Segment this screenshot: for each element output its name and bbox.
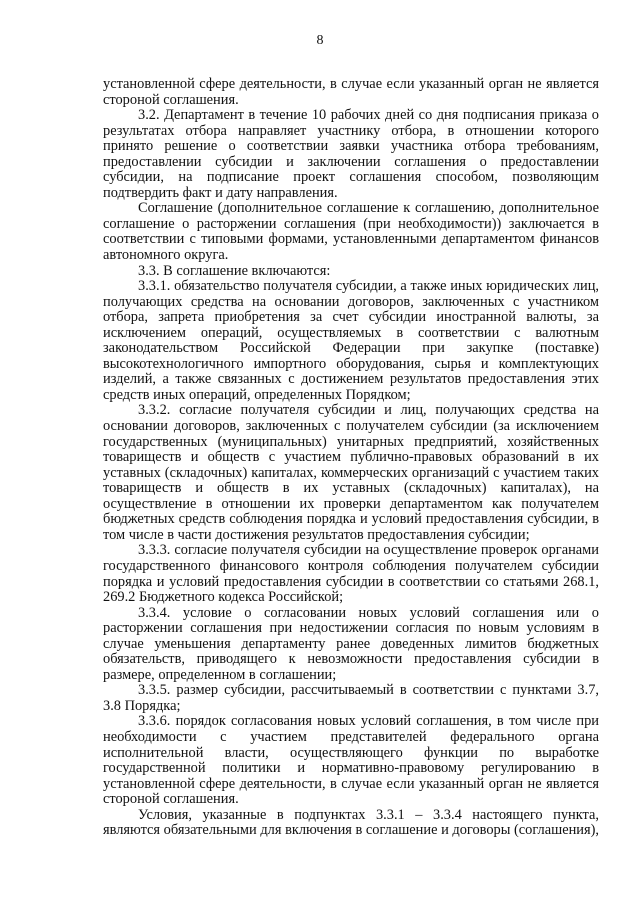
paragraph-agreement-forms: Соглашение (дополнительное соглашение к соглашению, дополнительное соглашение о расторжении соглашения (при необходимости)) заключается в соответствии с типовыми формами, установленными департаментом финансов автономного округа. bbox=[103, 200, 599, 264]
paragraph-3-2: 3.2. Департамент в течение 10 рабочих дней со дня подписания приказа о результатах отбора направляет участнику отбора, в отношении которого принято решение о соответствии заявки участника отбора требованиям, предоставлении субсидии и заключении соглашения о предоставлении субсидии, на подписание проект соглашения способом, позволяющим подтвердить факт и дату направления. bbox=[103, 107, 599, 201]
paragraph-continuation: установленной сфере деятельности, в случае если указанный орган не является стороной соглашения. bbox=[103, 76, 599, 108]
paragraph-3-3-1: 3.3.1. обязательство получателя субсидии, а также иных юридических лиц, получающих средства на основании договоров, заключенных с участником отбора, запрета приобретения за счет субсидии иностранной валюты, за исключением операций, осуществляемых в соответствии с валютным законодательством Российской Федерации при закупке (поставке) высокотехнологичного импортного оборудования, сырья и комплектующих изделий, а также связанных с достижением результатов предоставления этих средств иных операций, определенных Порядком; bbox=[103, 278, 599, 403]
document-body bbox=[103, 77, 599, 839]
paragraph-3-3-2: 3.3.2. согласие получателя субсидии и лиц, получающих средства на основании договоров, заключенных с получателем субсидии (за исключением государственных (муниципальных) унитарных предприятий, хозяйственных товариществ и обществ с участием публично-правовых образований в их уставных (складочных) капиталах, коммерческих организаций с участием таких товариществ и обществ в их уставных (складочных) капиталах), на осуществление в отношении их проверки департаментом как получателем бюджетных средств соблюдения порядка и условий предоставления субсидии, в том числе в части достижения результатов предоставления субсидии; bbox=[103, 402, 599, 543]
paragraph-3-3-3: 3.3.3. согласие получателя субсидии на осуществление проверок органами государственного финансового контроля соблюдения получателем субсидии порядка и условий предоставления субсидии в соответствии со статьями 268.1, 269.2 Бюджетного кодекса Российской; bbox=[103, 542, 599, 606]
page-number: 8 bbox=[316, 33, 324, 48]
paragraph-3-3: 3.3. В соглашение включаются: bbox=[138, 262, 331, 279]
paragraph-3-3-5: 3.3.5. размер субсидии, рассчитываемый в соответствии с пунктами 3.7, 3.8 Порядка; bbox=[103, 682, 599, 714]
paragraph-conditions: Условия, указанные в подпунктах 3.3.1 – 3.3.4 настоящего пункта, являются обязательными для включения в соглашение и договоры (соглашения), bbox=[103, 806, 599, 839]
paragraph-3-3-6: 3.3.6. порядок согласования новых условий соглашения, в том числе при необходимости с участием представителей федерального органа исполнительной власти, осуществляющего функции по выработке государственной политики и нормативно-правовому регулированию в установленной сфере деятельности, в случае если указанный орган не является стороной соглашения. bbox=[103, 713, 599, 808]
paragraph-3-3-4: 3.3.4. условие о согласовании новых условий соглашения или о расторжении соглашения при недостижении согласия по новым условиям в случае уменьшения департаменту ранее доведенных лимитов бюджетных обязательств, приводящего к невозможности предоставления субсидии в размере, определенном в соглашении; bbox=[103, 604, 599, 683]
